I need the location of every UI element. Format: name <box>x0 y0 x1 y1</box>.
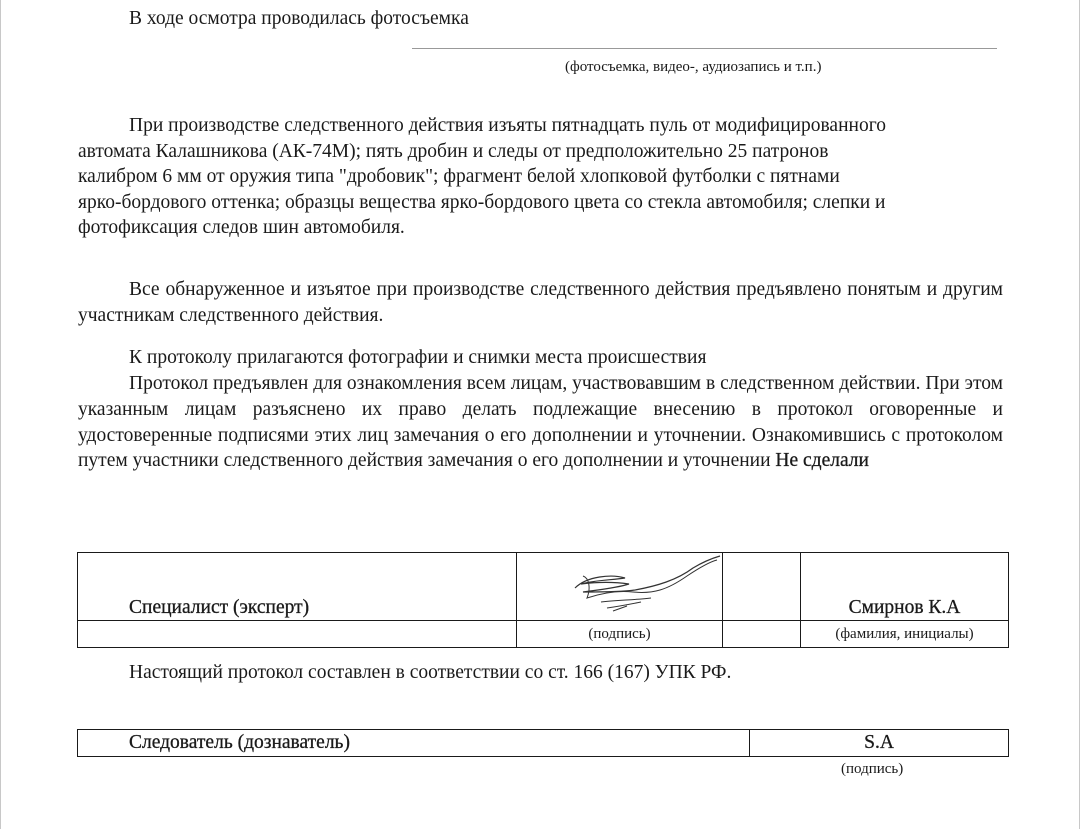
seized-line-2: автомата Калашникова (АК-74М); пять дробин и следы от предположительно 25 патронов <box>78 141 829 162</box>
specialist-name: Смирнов К.А <box>801 553 1009 621</box>
signature-scribble-icon <box>517 554 722 620</box>
investigator-signature: S.A <box>750 730 1009 757</box>
compliance-statement: Настоящий протокол составлен в соответствии со ст. 166 (167) УПК РФ. <box>129 662 732 683</box>
specialist-empty-cell <box>78 621 517 648</box>
review-result: Не сделали <box>775 450 869 472</box>
specialist-signature-cell <box>517 553 723 621</box>
investigator-signature-hint: (подпись) <box>841 761 904 777</box>
specialist-signature-hint: (подпись) <box>517 621 723 648</box>
seized-line-1: При производстве следственного действия изъяты пятнадцать пуль от модифицированного <box>129 115 886 136</box>
investigator-table <box>77 729 1009 757</box>
photo-underline <box>412 48 997 49</box>
presented-paragraph: Все обнаруженное и изъятое при производстве следственного действия предъявлено понятым и другим участникам следственного действия. <box>78 279 1003 326</box>
photo-hint: (фотосъемка, видео-, аудиозапись и т.п.) <box>565 59 822 75</box>
photo-statement: В ходе осмотра проводилась фотосъемка <box>129 8 469 29</box>
attachments-statement: К протоколу прилагаются фотографии и снимки места происшествия <box>129 347 707 368</box>
specialist-empty-cell-2 <box>723 621 801 648</box>
seized-line-3: калибром 6 мм от оружия типа "дробовик"; фрагмент белой хлопковой футболки с пятнами <box>78 166 840 187</box>
seized-line-5: фотофиксация следов шин автомобиля. <box>78 217 405 238</box>
specialist-table <box>77 552 1009 648</box>
investigator-role: Следователь (дознаватель) <box>78 730 750 757</box>
seized-line-4: ярко-бордового оттенка; образцы вещества ярко-бордового цвета со стекла автомобиля; слепки и <box>78 192 886 213</box>
specialist-name-hint: (фамилия, инициалы) <box>801 621 1009 648</box>
specialist-role: Специалист (эксперт) <box>78 553 517 621</box>
page-edge-left <box>0 0 1 829</box>
specialist-spacer-cell <box>723 553 801 621</box>
review-text: Протокол предъявлен для ознакомления всем лицам, участвовавшим в следственном действии. При этом указанным лицам разъяснено их право делать подлежащие внесению в протокол оговоренные и удостоверенные подписями этих лиц замечания о его дополнении и уточнении. Ознакомившись с протоколом путем участники следственного действия замечания о его дополнении и уточнении <box>78 373 1003 472</box>
review-paragraph <box>78 371 1003 474</box>
